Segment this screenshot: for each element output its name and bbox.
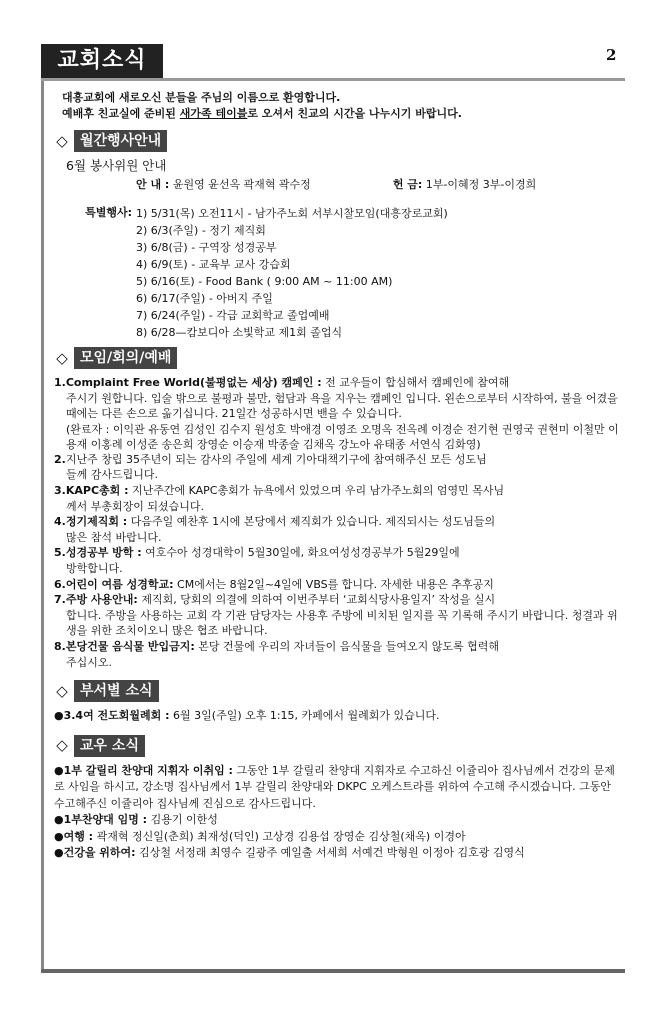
member-news-item <box>54 845 624 862</box>
meeting-line <box>54 592 624 608</box>
section-meetings-heading <box>54 347 624 369</box>
meeting-cont: 많은 참석 바랍니다. <box>66 530 162 544</box>
intro-line-2 <box>62 106 624 122</box>
department-item <box>54 708 624 725</box>
member-news-title: ●건강을 위하여: <box>54 846 136 860</box>
completed-names: 이익관 유동연 김성인 김수지 원성호 박애경 이영조 오명옥 전옥례 이경순 전기현 권영국 권현미 이철만 이용재 이홍례 이성준 송은희 장영순 이승재 박종술 김채옥 강노아 유태종 서연식 김화영) <box>66 422 619 451</box>
event-item: 4) 6/9(토) - 교육부 교사 강습회 <box>136 258 291 271</box>
meeting-number: 7. <box>54 593 66 607</box>
member-news-text: 김용기 이한성 <box>147 813 218 827</box>
intro-line-2c: 로 오셔서 친교의 시간을 나누시기 바랍니다. <box>247 107 462 120</box>
member-news-text: 그동안 1부 갈릴리 찬양대 지휘자로 수고하신 이쥴리아 집사님께서 건강의 문제로 사임을 하시고, 강소명 집사님께서 1부 갈릴리 찬양대와 DKPC 오케스트라를 위하여 수고해 주시겠습니다. 그동안 수고해주신 이쥴리아 집사님께 진심으로 감사드립니다. <box>54 763 615 810</box>
frame-bottom-border <box>41 969 625 973</box>
meeting-item <box>54 545 624 576</box>
meeting-text: CM에서는 8월2일~4일에 VBS를 합니다. 자세한 내용은 추후공지 <box>173 577 494 591</box>
meeting-text: 지난주간에 KAPC총회가 뉴욕에서 있었으며 우리 남가주노회의 엄영민 목사님 <box>128 483 505 497</box>
events-list <box>136 205 448 341</box>
intro-line-1: 대흥교회에 새로오신 분들을 주님의 이름으로 환영합니다. <box>62 91 341 104</box>
member-news-item <box>54 829 624 846</box>
diamond-icon: ◇ <box>56 348 68 367</box>
meeting-line <box>54 639 624 655</box>
section-monthly-heading <box>54 130 624 152</box>
department-title: ●3.4여 전도회월례회 : <box>54 709 170 723</box>
diamond-icon: ◇ <box>56 681 68 700</box>
meeting-cont: 주시기 원합니다. 입술 밖으로 불평과 불만, 험담과 욕을 지우는 캠페인 입니다. 왼손으로부터 시작하여, 불을 어겼을 때에는 다른 손으로 옮기십니다. 21일간 성공하시면 밴을 수 있습니다. <box>66 391 618 421</box>
intro-line-2b: 새가족 테이블 <box>179 107 248 120</box>
meeting-item <box>54 452 624 483</box>
meeting-title: KAPC총회 : <box>65 483 129 497</box>
meeting-title: 정기제직회 : <box>65 515 128 529</box>
meeting-line <box>54 483 624 499</box>
meeting-text: 다음주일 예찬후 1시에 본당에서 제직회가 있습니다. 제직되시는 성도님들의 <box>127 515 496 529</box>
meeting-item <box>54 639 624 670</box>
completed-list <box>54 422 624 452</box>
events-row <box>54 205 624 341</box>
completed-label: (완료자 : <box>66 422 110 436</box>
guide-value: 윤원영 윤선옥 곽재혁 곽수정 <box>172 177 311 191</box>
section-title: 부서별 소식 <box>74 680 159 702</box>
offering-label: 헌 금: <box>392 177 423 191</box>
content <box>54 90 624 862</box>
departments-list <box>54 708 624 725</box>
event-item: 3) 6/8(금) - 구역장 성경공부 <box>136 241 277 254</box>
meeting-item <box>54 375 624 452</box>
event-item: 5) 6/16(토) - Food Bank ( 9:00 AM ~ 11:00 AM) <box>136 275 393 288</box>
event-item: 2) 6/3(주일) - 정기 제직회 <box>136 224 266 237</box>
meeting-number: 4. <box>54 515 66 529</box>
event-item: 8) 6/28—캄보디아 소빛학교 제1회 졸업식 <box>136 326 343 339</box>
member-news-item <box>54 812 624 829</box>
meeting-line <box>54 514 624 530</box>
meeting-number: 5. <box>54 546 66 560</box>
meetings-list <box>54 375 624 670</box>
event-item: 1) 5/31(목) 오전11시 - 남가주노회 서부시찰모임(대흥장로교회) <box>136 207 448 220</box>
section-title: 모임/회의/예배 <box>74 347 177 369</box>
meeting-number: 3. <box>54 483 66 497</box>
meeting-number: 1. <box>54 376 66 389</box>
intro <box>62 90 624 122</box>
member-news-text: 김상철 서정래 최영수 길광주 예일출 서세희 서예건 박형원 이정아 김호광 김영식 <box>135 846 525 860</box>
guide-label: 안 내 : <box>136 177 170 191</box>
section-title: 월간행사안내 <box>74 130 167 152</box>
event-item: 6) 6/17(주일) - 아버지 주일 <box>136 292 273 305</box>
meeting-line <box>54 577 624 593</box>
members-list <box>54 763 624 862</box>
meeting-cont: 들께 감사드립니다. <box>66 468 159 482</box>
meeting-item <box>54 577 624 593</box>
section-title: 교우 소식 <box>74 735 145 757</box>
meeting-title: 주방 사용안내: <box>65 593 138 607</box>
meeting-text: 여호수아 성경대학이 5월30일에, 화요여성성경공부가 5월29일에 <box>141 546 460 560</box>
page-title: 교회소식 <box>41 44 163 78</box>
meeting-number: 2. <box>54 452 66 466</box>
meeting-number: 6. <box>54 577 66 591</box>
meeting-item <box>54 483 624 514</box>
meeting-item <box>54 514 624 545</box>
meeting-text: 제직회, 당회의 의결에 의하여 이번주부터 ‘교회식당사용일지’ 작성을 실시 <box>137 593 496 607</box>
meeting-title: 성경공부 방학 : <box>65 546 142 560</box>
meeting-text: 전 교우들이 합심해서 캠페인에 참여해 <box>321 376 510 389</box>
member-news-item <box>54 763 624 813</box>
frame-top-border <box>41 78 625 81</box>
event-item: 7) 6/24(주일) - 각급 교회학교 졸업예배 <box>136 309 330 322</box>
section-members-heading <box>54 735 624 757</box>
meeting-line <box>54 545 624 561</box>
member-news-text: 곽재혁 정신일(춘희) 최재성(덕인) 고상경 김용섭 장영순 김상철(채옥) 이경아 <box>93 829 466 843</box>
member-news-title: ●1부 갈릴리 찬양대 지휘자 이취임 : <box>54 763 233 777</box>
meeting-cont: 께서 부총회장이 되셨습니다. <box>66 499 205 513</box>
diamond-icon: ◇ <box>56 131 68 150</box>
meeting-text: 지난주 창립 35주년이 되는 감사의 주일에 세계 기아대책기구에 참여해주신 모든 성도님 <box>65 452 487 466</box>
department-text: 6월 3일(주일) 오후 1:15, 카페에서 월례회가 있습니다. <box>169 709 440 723</box>
section-departments-heading <box>54 680 624 702</box>
meeting-text: 본당 건물에 우리의 자녀들이 음식물을 들여오지 않도록 협력해 <box>194 639 500 653</box>
meeting-title: 본당건물 음식물 반입금지: <box>65 639 195 653</box>
member-news-title: ●1부찬양대 임명 : <box>54 813 148 827</box>
page-number: 2 <box>606 46 617 64</box>
meeting-title: Complaint Free World(불평없는 세상) 캠페인 : <box>65 376 322 389</box>
events-label: 특별행사: <box>85 206 132 219</box>
diamond-icon: ◇ <box>56 736 68 755</box>
meeting-item <box>54 592 624 639</box>
meeting-line <box>54 375 624 391</box>
meeting-number: 8. <box>54 639 66 653</box>
offering-value: 1부-이혜정 3부-이경희 <box>425 177 537 191</box>
intro-line-2a: 예배후 친교실에 준비된 <box>62 107 180 120</box>
meeting-cont: 주십시오. <box>66 655 113 669</box>
meeting-title: 어린이 여름 성경학교: <box>65 577 174 591</box>
meeting-cont: 방학합니다. <box>66 561 123 575</box>
meeting-line <box>54 452 624 468</box>
frame-left-border <box>41 44 44 972</box>
service-row <box>136 177 624 194</box>
member-news-title: ●여행 : <box>54 829 94 843</box>
meeting-cont: 합니다. 주방을 사용하는 교회 각 기관 담당자는 사용후 주방에 비치된 일지를 꼭 기록해 주시기 바랍니다. 청결과 위생을 위한 조치이오니 많은 협조 바랍니다. <box>66 608 618 638</box>
service-title: 6월 봉사위원 안내 <box>66 158 167 173</box>
